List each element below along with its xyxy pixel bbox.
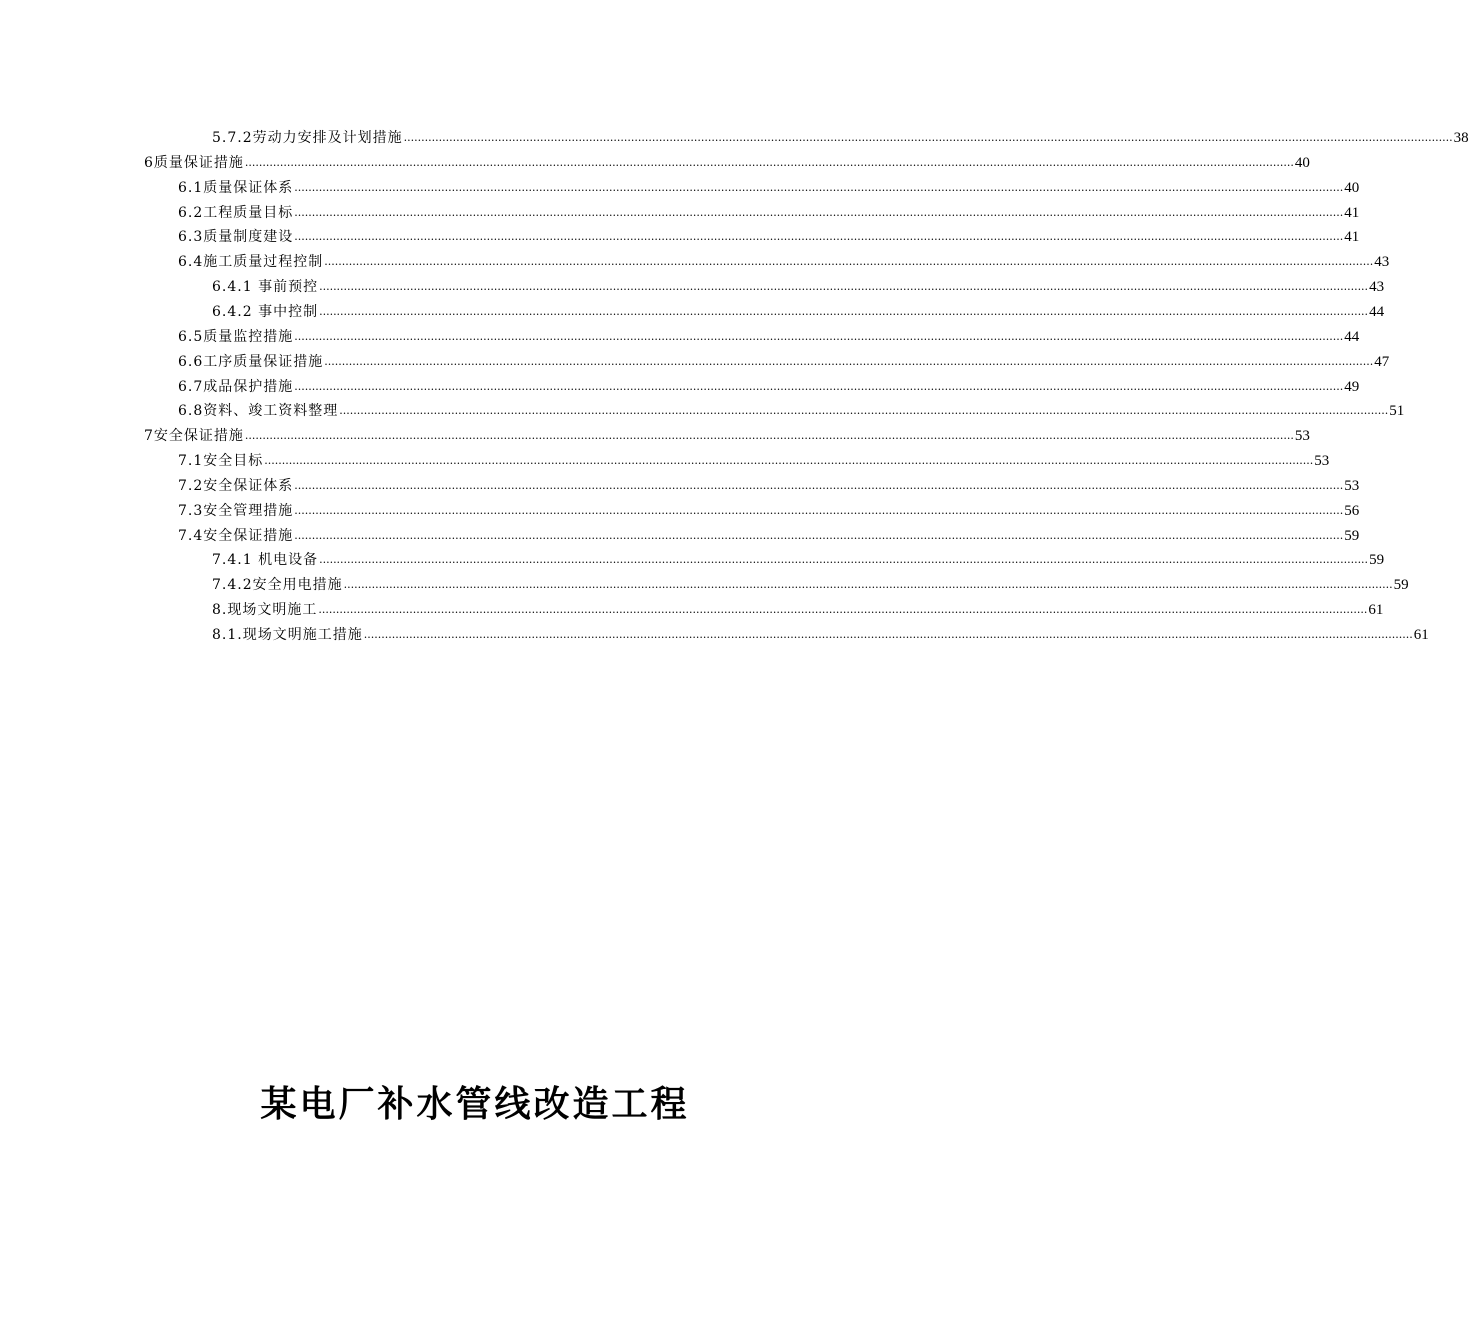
toc-entry[interactable] xyxy=(178,498,1360,520)
toc-entry-label: 6.6工序质量保证措施 xyxy=(178,353,324,370)
toc-dot-leader: ............................................................................................................................................................................................................................................................................................................ xyxy=(339,404,1389,418)
toc-entry-label: 7安全保证措施 xyxy=(144,428,244,445)
toc-dot-leader: ............................................................................................................................................................................................................................................................................................................ xyxy=(319,553,1369,567)
toc-entry[interactable] xyxy=(178,200,1360,222)
document-title: 某电厂补水管线改造工程 xyxy=(260,1084,690,1125)
toc-entry-label: 7.2安全保证体系 xyxy=(178,477,294,494)
toc-dot-leader: ............................................................................................................................................................................................................................................................................................................ xyxy=(403,131,1453,144)
toc-entry-label: 6.7成品保护措施 xyxy=(178,378,294,395)
toc-dot-leader: ............................................................................................................................................................................................................................................................................................................ xyxy=(244,155,1294,169)
toc-entry-label: 6.8资料、竣工资料整理 xyxy=(178,403,339,420)
toc-dot-leader: ............................................................................................................................................................................................................................................................................................................ xyxy=(294,230,1344,244)
toc-dot-leader: ............................................................................................................................................................................................................................................................................................................ xyxy=(294,180,1344,194)
toc-entry-page-number: 53 xyxy=(1344,477,1360,494)
toc-entry-label: 6.4施工质量过程控制 xyxy=(178,254,324,271)
toc-entry-page-number: 43 xyxy=(1369,279,1385,296)
toc-entry-page-number: 51 xyxy=(1389,403,1405,420)
toc-entry-page-number: 40 xyxy=(1294,154,1310,171)
toc-entry-label: 7.4.1 机电设备 xyxy=(212,552,319,569)
toc-entry-label: 8.1.现场文明施工措施 xyxy=(212,627,363,643)
toc-entry[interactable] xyxy=(178,448,1330,470)
toc-entry-label: 6.3质量制度建设 xyxy=(178,229,294,246)
toc-entry[interactable] xyxy=(144,423,1310,445)
toc-entry-label: 7.1安全目标 xyxy=(178,453,264,470)
toc-entry-page-number: 41 xyxy=(1344,204,1360,221)
toc-entry[interactable] xyxy=(212,622,1429,644)
toc-entry-page-number: 59 xyxy=(1369,552,1385,569)
toc-entry[interactable] xyxy=(178,224,1360,246)
toc-entry[interactable] xyxy=(178,374,1360,396)
toc-entry[interactable] xyxy=(212,125,1469,147)
toc-entry-page-number: 47 xyxy=(1374,353,1390,370)
toc-entry-label: 5.7.2劳动力安排及计划措施 xyxy=(212,130,403,146)
toc-dot-leader: ............................................................................................................................................................................................................................................................................................................ xyxy=(343,578,1393,592)
toc-dot-leader: ............................................................................................................................................................................................................................................................................................................ xyxy=(324,354,1374,368)
toc-entry-label: 6.2工程质量目标 xyxy=(178,204,294,221)
toc-entry-page-number: 40 xyxy=(1344,179,1360,196)
toc-entry-page-number: 59 xyxy=(1344,527,1360,544)
toc-entry-page-number: 53 xyxy=(1294,428,1310,445)
toc-entry-label: 8.现场文明施工 xyxy=(212,602,318,619)
toc-entry[interactable] xyxy=(178,523,1360,545)
toc-entry[interactable] xyxy=(212,597,1384,619)
toc-dot-leader: ............................................................................................................................................................................................................................................................................................................ xyxy=(294,503,1344,517)
toc-dot-leader: ............................................................................................................................................................................................................................................................................................................ xyxy=(244,429,1294,443)
toc-entry-page-number: 49 xyxy=(1344,378,1360,395)
toc-entry-page-number: 41 xyxy=(1344,229,1360,246)
toc-entry[interactable] xyxy=(178,473,1360,495)
toc-entry-page-number: 61 xyxy=(1413,627,1429,643)
toc-entry[interactable] xyxy=(178,324,1360,346)
toc-dot-leader: ............................................................................................................................................................................................................................................................................................................ xyxy=(294,379,1344,393)
toc-entry-label: 7.4安全保证措施 xyxy=(178,527,294,544)
toc-entry-label: 6.4.2 事中控制 xyxy=(212,303,319,320)
toc-entry-label: 6.4.1 事前预控 xyxy=(212,279,319,296)
toc-entry-page-number: 43 xyxy=(1374,254,1390,271)
toc-entry[interactable] xyxy=(212,299,1385,321)
toc-entry-page-number: 56 xyxy=(1344,502,1360,519)
toc-entry-page-number: 59 xyxy=(1393,577,1409,594)
toc-entry[interactable] xyxy=(144,150,1310,172)
toc-dot-leader: ............................................................................................................................................................................................................................................................................................................ xyxy=(264,454,1314,468)
toc-entry[interactable] xyxy=(212,547,1385,569)
toc-entry[interactable] xyxy=(178,175,1360,197)
toc-dot-leader: ............................................................................................................................................................................................................................................................................................................ xyxy=(318,603,1368,617)
toc-entry-label: 6.5质量监控措施 xyxy=(178,328,294,345)
toc-entry-label: 7.4.2安全用电措施 xyxy=(212,577,343,594)
toc-dot-leader: ............................................................................................................................................................................................................................................................................................................ xyxy=(363,628,1413,641)
toc-entry-label: 6.1质量保证体系 xyxy=(178,179,294,196)
toc-entry-page-number: 61 xyxy=(1368,602,1384,619)
toc-entry-page-number: 44 xyxy=(1369,303,1385,320)
toc-dot-leader: ............................................................................................................................................................................................................................................................................................................ xyxy=(294,329,1344,343)
toc-entry[interactable] xyxy=(212,572,1409,594)
toc-entry-page-number: 44 xyxy=(1344,328,1360,345)
toc-entry-label: 6质量保证措施 xyxy=(144,154,244,171)
toc-entry[interactable] xyxy=(178,249,1390,271)
toc-entry-page-number: 53 xyxy=(1314,453,1330,470)
toc-dot-leader: ............................................................................................................................................................................................................................................................................................................ xyxy=(319,304,1369,318)
toc-entry[interactable] xyxy=(178,398,1405,420)
toc-dot-leader: ............................................................................................................................................................................................................................................................................................................ xyxy=(319,280,1369,294)
toc-entry-page-number: 38 xyxy=(1453,130,1469,146)
toc-dot-leader: ............................................................................................................................................................................................................................................................................................................ xyxy=(324,255,1374,269)
toc-entry-label: 7.3安全管理措施 xyxy=(178,502,294,519)
toc-dot-leader: ............................................................................................................................................................................................................................................................................................................ xyxy=(294,205,1344,219)
toc-entry[interactable] xyxy=(178,349,1390,371)
toc-entry[interactable] xyxy=(212,274,1385,296)
toc-dot-leader: ............................................................................................................................................................................................................................................................................................................ xyxy=(294,478,1344,492)
toc-dot-leader: ............................................................................................................................................................................................................................................................................................................ xyxy=(294,528,1344,542)
